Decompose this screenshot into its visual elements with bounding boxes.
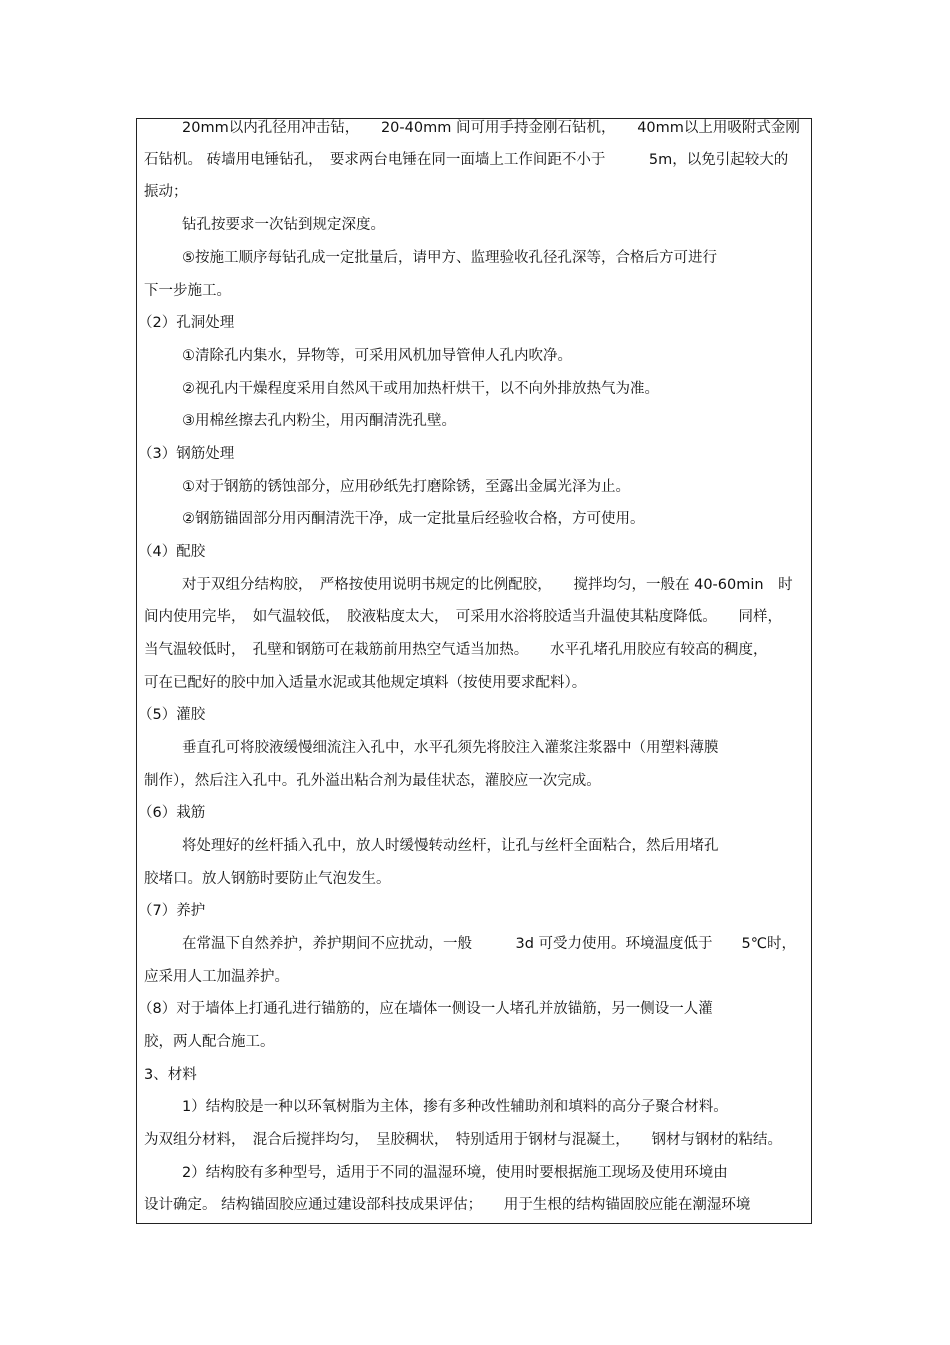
text-line: 胶堵口。放人钢筋时要防止气泡发生。 xyxy=(144,871,391,887)
text-line: ③用棉丝擦去孔内粉尘，用丙酮清洗孔壁。 xyxy=(182,413,456,429)
text-line: 对于双组分结构胶， 严格按使用说明书规定的比例配胶， 搅拌均匀，一般在 40-60min 时 xyxy=(182,577,793,593)
section-heading: 3、材料 xyxy=(144,1067,197,1083)
text-line: 应采用人工加温养护。 xyxy=(144,969,289,985)
text-line: ⑤按施工顺序每钻孔成一定批量后，请甲方、监理验收孔径孔深等，合格后方可进行 xyxy=(182,250,717,266)
text-line: 制作），然后注入孔中。孔外溢出粘合剂为最佳状态，灌胶应一次完成。 xyxy=(144,773,601,789)
text-line: 垂直孔可将胶液缓慢细流注入孔中，水平孔须先将胶注入灌浆注浆器中（用塑料薄膜 xyxy=(182,740,719,756)
text-line: 间内使用完毕， 如气温较低， 胶液粘度太大， 可采用水浴将胶适当升温使其粘度降低。 同样， xyxy=(144,609,782,625)
text-line: ②视孔内干燥程度采用自然风干或用加热杆烘干，以不向外排放热气为准。 xyxy=(182,381,659,397)
text-line: 振动； xyxy=(144,184,188,200)
text-line: ①清除孔内集水，异物等，可采用风机加导管伸人孔内吹净。 xyxy=(182,348,572,364)
section-heading: （7）养护 xyxy=(138,903,206,919)
section-heading: （6）栽筋 xyxy=(138,805,206,821)
text-line: 胶，两人配合施工。 xyxy=(144,1034,275,1050)
text-line: 设计确定。 结构锚固胶应通过建设部科技成果评估； 用于生根的结构锚固胶应能在潮湿环境 xyxy=(144,1197,751,1213)
section-heading: （5）灌胶 xyxy=(138,707,206,723)
text-line: ①对于钢筋的锈蚀部分，应用砂纸先打磨除锈，至露出金属光泽为止。 xyxy=(182,479,630,495)
text-line: 下一步施工。 xyxy=(144,283,231,299)
text-line: 钻孔按要求一次钻到规定深度。 xyxy=(182,217,385,233)
section-heading: （2）孔洞处理 xyxy=(138,315,235,331)
text-line: 为双组分材料， 混合后搅拌均匀， 呈胶稠状， 特别适用于钢材与混凝土， 钢材与钢材的粘结。 xyxy=(144,1132,782,1148)
text-line: 20mm以内孔径用冲击钻， 20-40mm 间可用手持金刚石钻机， 40mm以上用吸附式金刚 xyxy=(182,120,800,136)
text-line: 2）结构胶有多种型号，适用于不同的温湿环境，使用时要根据施工现场及使用环境由 xyxy=(182,1165,728,1181)
text-line: 1）结构胶是一种以环氧树脂为主体，掺有多种改性辅助剂和填料的高分子聚合材料。 xyxy=(182,1099,728,1115)
text-line: 当气温较低时， 孔壁和钢筋可在栽筋前用热空气适当加热。 水平孔堵孔用胶应有较高的稠度， xyxy=(144,642,768,658)
document-frame xyxy=(136,118,812,1224)
section-heading: （3）钢筋处理 xyxy=(138,446,235,462)
section-heading: （4）配胶 xyxy=(138,544,206,560)
section-heading: （8）对于墙体上打通孔进行锚筋的，应在墙体一侧设一人堵孔并放锚筋，另一侧设一人灌 xyxy=(138,1001,713,1017)
text-line: 石钻机。 砖墙用电锤钻孔， 要求两台电锤在同一面墙上工作间距不小于 5m，以免引起较大的 xyxy=(144,152,789,168)
text-line: 可在已配好的胶中加入适量水泥或其他规定填料（按使用要求配料）。 xyxy=(144,675,587,691)
text-line: ②钢筋锚固部分用丙酮清洗干净，成一定批量后经验收合格，方可使用。 xyxy=(182,511,645,527)
text-line: 在常温下自然养护，养护期间不应扰动，一般 3d 可受力使用。环境温度低于 5℃时， xyxy=(182,936,797,952)
text-line: 将处理好的丝杆插入孔中，放人时缓慢转动丝杆，让孔与丝杆全面粘合，然后用堵孔 xyxy=(182,838,719,854)
